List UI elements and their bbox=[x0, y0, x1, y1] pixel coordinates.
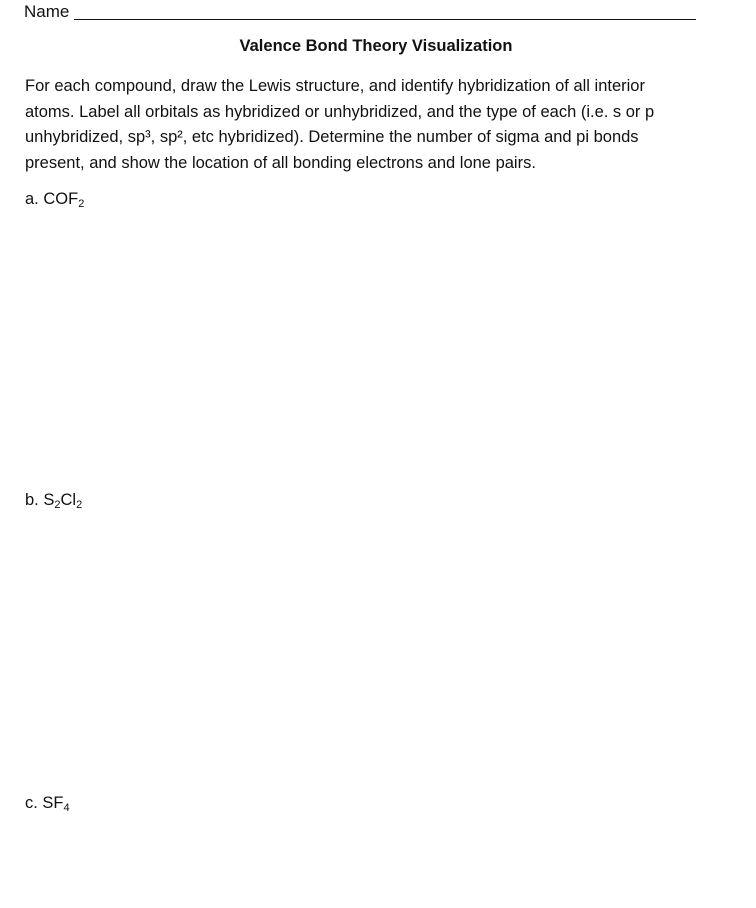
name-field[interactable] bbox=[24, 2, 696, 22]
item-b-s2cl2 bbox=[25, 491, 82, 511]
item-a-subscript: 2 bbox=[78, 198, 85, 210]
name-label: Name bbox=[24, 2, 70, 21]
name-underline[interactable] bbox=[74, 19, 696, 20]
item-c-work-area[interactable] bbox=[25, 822, 725, 902]
item-c-sf4 bbox=[25, 794, 70, 814]
item-b-label-mid: Cl bbox=[60, 491, 77, 509]
item-a-label: a. COF bbox=[25, 190, 79, 208]
item-a-cof2 bbox=[25, 190, 84, 210]
item-b-subscript-2: 2 bbox=[76, 499, 83, 511]
item-a-work-area[interactable] bbox=[25, 218, 725, 478]
instructions-paragraph: For each compound, draw the Lewis structure, and identify hybridization of all interior atoms. Label all orbitals as hybridized or unhybridized, and the type of each (i.e. s or p unhybridized, sp³, sp², etc hybridized). Determine the number of sigma and pi bonds present, and show the location of all bonding electrons and lone pairs. bbox=[25, 77, 655, 172]
item-c-label: c. SF bbox=[25, 794, 64, 812]
item-b-subscript-1: 2 bbox=[54, 499, 61, 511]
page-title: Valence Bond Theory Visualization bbox=[239, 37, 513, 55]
item-b-work-area[interactable] bbox=[25, 520, 725, 780]
item-b-label: b. S bbox=[25, 491, 55, 509]
item-c-subscript: 4 bbox=[63, 802, 70, 814]
